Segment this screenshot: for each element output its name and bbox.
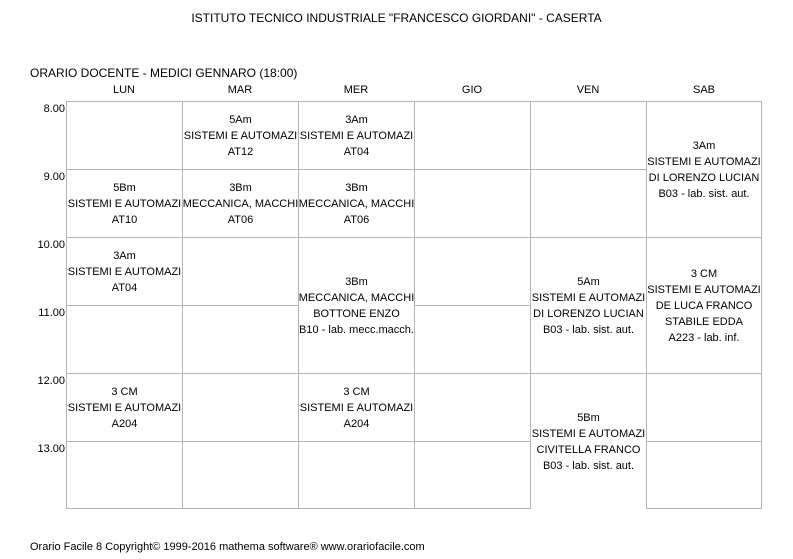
lesson-subject: SISTEMI E AUTOMAZI xyxy=(647,155,761,168)
lesson-room: A204 xyxy=(343,417,370,430)
timetable-grid xyxy=(66,101,762,509)
lesson-subject: SISTEMI E AUTOMAZI xyxy=(67,265,182,278)
day-header-lun: LUN xyxy=(112,84,135,96)
lesson-mer-8[interactable] xyxy=(299,102,414,169)
lesson-coteacher: DE LUCA FRANCO xyxy=(655,299,753,312)
lesson-class: 3Bm xyxy=(345,275,368,288)
lesson-class: 3 CM xyxy=(111,385,138,398)
lesson-room: B03 - lab. sist. aut. xyxy=(542,459,635,472)
lesson-mer-10[interactable] xyxy=(299,238,414,373)
lesson-subject: MECCANICA, MACCHI xyxy=(299,197,414,210)
lesson-room: AT04 xyxy=(343,145,370,158)
lesson-room: AT06 xyxy=(227,213,254,226)
hour-label: 8.00 xyxy=(43,103,65,115)
day-header-mer: MER xyxy=(343,84,369,96)
lesson-class: 3Bm xyxy=(345,181,368,194)
lesson-class: 3Am xyxy=(113,249,136,262)
lesson-class: 3 CM xyxy=(343,385,370,398)
lesson-coteacher: CIVITELLA FRANCO xyxy=(536,443,641,456)
lesson-room: A223 - lab. inf. xyxy=(668,331,740,344)
lesson-ven-10[interactable] xyxy=(531,238,646,373)
lesson-class: 3Am xyxy=(692,139,716,152)
lesson-subject: SISTEMI E AUTOMAZI xyxy=(531,427,646,440)
lesson-room: AT10 xyxy=(111,213,138,226)
lesson-coteacher: BOTTONE ENZO xyxy=(313,307,400,320)
hour-label: 10.00 xyxy=(37,239,65,251)
lesson-coteacher: DI LORENZO LUCIAN xyxy=(533,307,644,320)
lesson-subject: SISTEMI E AUTOMAZI xyxy=(299,129,414,142)
lesson-room: A204 xyxy=(111,417,138,430)
day-header-sab: SAB xyxy=(692,84,715,96)
lesson-subject: SISTEMI E AUTOMAZI xyxy=(647,283,761,296)
lesson-subject: MECCANICA, MACCHI xyxy=(299,291,414,304)
lesson-room: B03 - lab. sist. aut. xyxy=(542,323,635,336)
lesson-class: 3Bm xyxy=(229,181,252,194)
lesson-mer-12[interactable] xyxy=(299,374,414,441)
day-header-gio: GIO xyxy=(461,84,483,96)
lesson-coteacher: STABILE EDDA xyxy=(664,315,744,328)
lesson-lun-10[interactable] xyxy=(67,238,182,305)
lesson-subject: SISTEMI E AUTOMAZI xyxy=(531,291,646,304)
lesson-room: B03 - lab. sist. aut. xyxy=(658,187,750,200)
lesson-mar-8[interactable] xyxy=(183,102,298,169)
hour-label: 9.00 xyxy=(43,171,65,183)
hour-label: 12.00 xyxy=(37,375,65,387)
lesson-mer-9[interactable] xyxy=(299,170,414,237)
day-header-mar: MAR xyxy=(227,84,253,96)
teacher-schedule-title: ORARIO DOCENTE - MEDICI GENNARO (18:00) xyxy=(30,66,298,80)
lesson-sab-8[interactable] xyxy=(647,102,761,237)
footer-copyright: Orario Facile 8 Copyright© 1999-2016 mathema software® www.orariofacile.com xyxy=(30,541,425,553)
lesson-class: 5Am xyxy=(577,275,600,288)
lesson-class: 5Bm xyxy=(113,181,136,194)
school-title: ISTITUTO TECNICO INDUSTRIALE "FRANCESCO GIORDANI" - CASERTA xyxy=(191,11,602,25)
hour-label: 11.00 xyxy=(38,307,65,319)
lesson-class: 5Bm xyxy=(577,411,600,424)
hour-label: 13.00 xyxy=(37,443,65,455)
lesson-class: 3 CM xyxy=(690,267,718,280)
lesson-coteacher: DI LORENZO LUCIAN xyxy=(648,171,760,184)
lesson-class: 5Am xyxy=(229,113,252,126)
lesson-mar-9[interactable] xyxy=(183,170,298,237)
lesson-subject: SISTEMI E AUTOMAZI xyxy=(183,129,298,142)
day-header-ven: VEN xyxy=(576,84,600,96)
lesson-subject: SISTEMI E AUTOMAZI xyxy=(299,401,414,414)
lesson-room: AT04 xyxy=(111,281,138,294)
lesson-sab-10[interactable] xyxy=(647,238,761,373)
lesson-lun-12[interactable] xyxy=(67,374,182,441)
lesson-class: 3Am xyxy=(345,113,368,126)
grid-divider xyxy=(67,441,761,442)
lesson-subject: SISTEMI E AUTOMAZI xyxy=(67,197,182,210)
lesson-lun-9[interactable] xyxy=(67,170,182,237)
lesson-room: AT12 xyxy=(227,145,254,158)
lesson-subject: SISTEMI E AUTOMAZI xyxy=(67,401,182,414)
lesson-room: B10 - lab. mecc.macch. xyxy=(299,323,414,336)
lesson-ven-12[interactable] xyxy=(531,374,646,509)
lesson-room: AT06 xyxy=(343,213,370,226)
lesson-subject: MECCANICA, MACCHI xyxy=(183,197,298,210)
